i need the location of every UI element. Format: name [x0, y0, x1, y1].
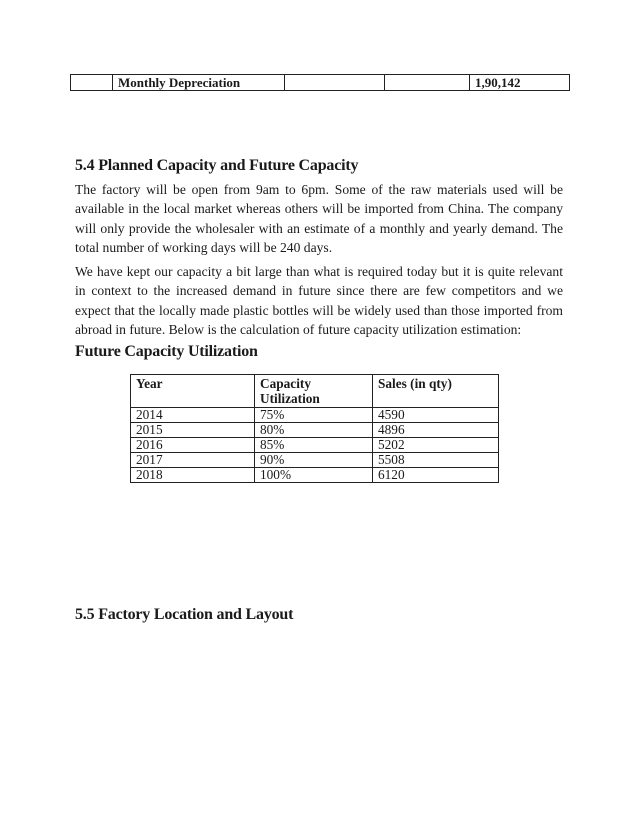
depreciation-label: Monthly Depreciation	[113, 75, 285, 91]
cell-capacity: 85%	[255, 438, 373, 453]
cell-capacity: 80%	[255, 423, 373, 438]
cell-capacity: 100%	[255, 468, 373, 483]
cell-sales: 4896	[373, 423, 499, 438]
paragraph-capacity: We have kept our capacity a bit large than what is required today but it is quite relevant in context to the increased demand in future since there are few competitors and we expect that the locally made plastic bottles will be widely used than those imported from abroad in future. Below is the calculation of future capacity utilization estimation:	[75, 264, 563, 337]
table-cell	[285, 75, 385, 91]
table-cell	[385, 75, 470, 91]
column-header-year: Year	[131, 375, 255, 408]
cell-sales: 4590	[373, 408, 499, 423]
cell-year: 2014	[131, 408, 255, 423]
section-heading-5-4: 5.4 Planned Capacity and Future Capacity	[75, 157, 359, 174]
section-heading-5-5: 5.5 Factory Location and Layout	[75, 606, 294, 623]
cell-year: 2016	[131, 438, 255, 453]
cell-sales: 5508	[373, 453, 499, 468]
cell-capacity: 90%	[255, 453, 373, 468]
column-header-sales: Sales (in qty)	[373, 375, 499, 408]
cell-sales: 6120	[373, 468, 499, 483]
cell-year: 2018	[131, 468, 255, 483]
column-header-capacity: Capacity Utilization	[255, 375, 373, 408]
capacity-utilization-table	[130, 374, 499, 483]
depreciation-value: 1,90,142	[470, 75, 570, 91]
cell-year: 2017	[131, 453, 255, 468]
paragraph-operations: The factory will be open from 9am to 6pm. Some of the raw materials used will be available in the local market whereas others will be imported from China. The company will only provide the wholesaler with an estimate of a monthly and yearly demand. The total number of working days will be 240 days.	[75, 182, 563, 255]
depreciation-table	[70, 74, 570, 91]
future-capacity-heading: Future Capacity Utilization	[75, 343, 258, 360]
table-cell	[71, 75, 113, 91]
cell-capacity: 75%	[255, 408, 373, 423]
table-row	[131, 423, 499, 438]
table-row	[131, 453, 499, 468]
table-row	[131, 468, 499, 483]
table-row	[71, 75, 570, 91]
table-row	[131, 408, 499, 423]
cell-sales: 5202	[373, 438, 499, 453]
table-row	[131, 438, 499, 453]
table-header-row	[131, 375, 499, 408]
cell-year: 2015	[131, 423, 255, 438]
